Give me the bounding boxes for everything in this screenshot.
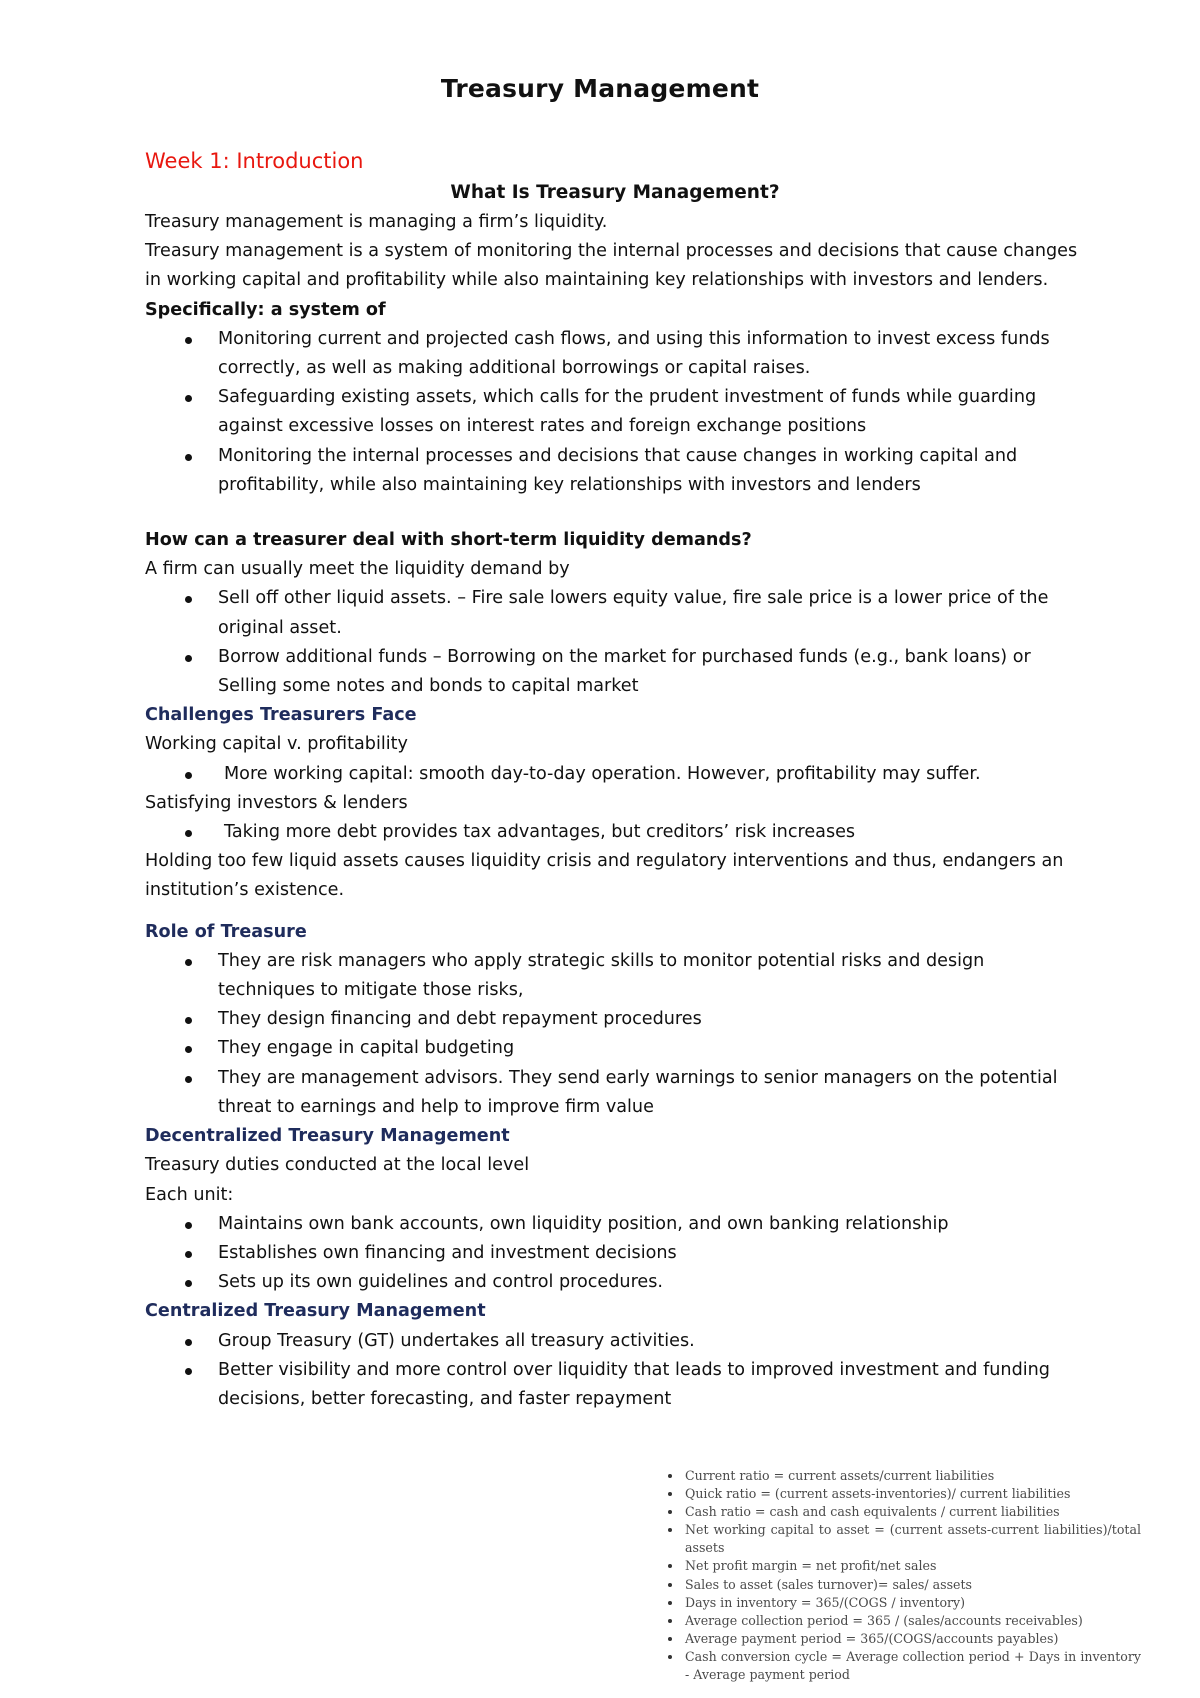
formula-item: Cash ratio = cash and cash equivalents / current liabilities: [665, 1503, 1141, 1521]
spacer: [145, 906, 1085, 918]
bullet-icon: [668, 1619, 672, 1623]
bullet-icon: [185, 830, 192, 837]
bullet-icon: [668, 1474, 672, 1478]
challenges-closing: Holding too few liquid assets causes liquidity crisis and regulatory interventions and thus, endangers an institution’s existence.: [145, 851, 1064, 901]
bullet-icon: [185, 959, 192, 966]
spacer: [145, 500, 1085, 526]
bullet-icon: [185, 1280, 192, 1287]
list-item: Safeguarding existing assets, which calls for the prudent investment of funds while guarding against excessive losses on interest rates and foreign exchange positions: [145, 383, 1085, 441]
challenges-heading: Challenges Treasurers Face: [145, 705, 417, 726]
intro-line-1: Treasury management is managing a firm’s liquidity.: [145, 212, 608, 232]
working-capital-line: Working capital v. profitability: [145, 734, 408, 755]
bullet-icon: [185, 395, 192, 402]
investors-line: Satisfying investors & lenders: [145, 792, 408, 813]
formula-list: [665, 1467, 1141, 1684]
bullet-icon: [185, 1368, 192, 1375]
decentralized-heading: Decentralized Treasury Management: [145, 1126, 510, 1147]
bullet-icon: [185, 1046, 192, 1053]
bullet-icon: [185, 1076, 192, 1083]
formula-item: Days in inventory = 365/(COGS / inventory): [665, 1594, 1141, 1612]
list-item: Monitoring current and projected cash flows, and using this information to invest excess funds correctly, as well as making additional borrowings or capital raises.: [145, 325, 1085, 383]
list-item: Monitoring the internal processes and decisions that cause changes in working capital and profitability, while also maintaining key relationships with investors and lenders: [145, 442, 1085, 500]
bullet-icon: [668, 1492, 672, 1496]
role-list: [145, 947, 1085, 1122]
working-capital-list: [145, 760, 1085, 789]
list-item: Better visibility and more control over liquidity that leads to improved investment and funding decisions, better forecasting, and faster repayment: [145, 1356, 1085, 1414]
bullet-icon: [185, 1222, 192, 1229]
list-item: They are management advisors. They send early warnings to senior managers on the potential threat to earnings and help to improve firm value: [145, 1064, 1085, 1122]
list-item: Sets up its own guidelines and control procedures.: [145, 1268, 1085, 1297]
formula-item: Average collection period = 365 / (sales/accounts receivables): [665, 1612, 1141, 1630]
liquidity-intro: A firm can usually meet the liquidity demand by: [145, 559, 570, 580]
formula-item: Average payment period = 365/(COGS/accounts payables): [665, 1630, 1141, 1648]
bullet-icon: [185, 454, 192, 461]
liquidity-heading: How can a treasurer deal with short-term liquidity demands?: [145, 530, 752, 551]
decentralized-list: [145, 1210, 1085, 1298]
bullet-icon: [668, 1637, 672, 1641]
list-item: They engage in capital budgeting: [145, 1034, 1085, 1063]
system-list: [145, 325, 1085, 500]
bullet-icon: [668, 1655, 672, 1659]
list-item: They design financing and debt repayment procedures: [145, 1005, 1085, 1034]
list-item: Sell off other liquid assets. – Fire sale lowers equity value, fire sale price is a lower price of the original asset.: [145, 584, 1085, 642]
role-heading: Role of Treasure: [145, 921, 307, 942]
decentralized-line-1: Treasury duties conducted at the local level: [145, 1155, 530, 1176]
formula-item: Current ratio = current assets/current liabilities: [665, 1467, 1141, 1485]
formula-item: Net profit margin = net profit/net sales: [665, 1557, 1141, 1575]
list-item: More working capital: smooth day-to-day operation. However, profitability may suffer.: [145, 760, 1085, 789]
bullet-icon: [185, 772, 192, 779]
formula-item: Sales to asset (sales turnover)= sales/ assets: [665, 1576, 1141, 1594]
intro-line-2: Treasury management is a system of monitoring the internal processes and decisions that cause changes in working capital and profitability while also maintaining key relationships with investors and lenders.: [145, 241, 1078, 291]
bullet-icon: [185, 655, 192, 662]
bullet-icon: [668, 1528, 672, 1532]
decentralized-line-2: Each unit:: [145, 1184, 234, 1205]
document-body: [145, 146, 1085, 1414]
system-heading: Specifically: a system of: [145, 299, 386, 320]
liquidity-list: [145, 584, 1085, 701]
bullet-icon: [668, 1564, 672, 1568]
bullet-icon: [185, 1339, 192, 1346]
formula-item: Net working capital to asset = (current assets-current liabilities)/total assets: [665, 1521, 1141, 1557]
bullet-icon: [668, 1510, 672, 1514]
bullet-icon: [668, 1583, 672, 1587]
list-item: Establishes own financing and investment decisions: [145, 1239, 1085, 1268]
list-item: Borrow additional funds – Borrowing on the market for purchased funds (e.g., bank loans) or Selling some notes and bonds to capital market: [145, 643, 1085, 701]
list-item: They are risk managers who apply strategic skills to monitor potential risks and design techniques to mitigate those risks,: [145, 947, 1085, 1005]
investors-list: [145, 818, 1085, 847]
section-title: What Is Treasury Management?: [450, 182, 780, 203]
list-item: Taking more debt provides tax advantages, but creditors’ risk increases: [145, 818, 1085, 847]
formula-item: Cash conversion cycle = Average collection period + Days in inventory - Average payment period: [665, 1648, 1141, 1684]
bullet-icon: [668, 1601, 672, 1605]
bullet-icon: [185, 1251, 192, 1258]
list-item: Group Treasury (GT) undertakes all treasury activities.: [145, 1327, 1085, 1356]
bullet-icon: [185, 1017, 192, 1024]
centralized-list: [145, 1327, 1085, 1415]
formula-item: Quick ratio = (current assets-inventories)/ current liabilities: [665, 1485, 1141, 1503]
centralized-heading: Centralized Treasury Management: [145, 1301, 486, 1322]
list-item: Maintains own bank accounts, own liquidity position, and own banking relationship: [145, 1210, 1085, 1239]
document-title: Treasury Management: [440, 74, 760, 103]
week-heading: Week 1: Introduction: [145, 149, 364, 173]
bullet-icon: [185, 337, 192, 344]
bullet-icon: [185, 596, 192, 603]
